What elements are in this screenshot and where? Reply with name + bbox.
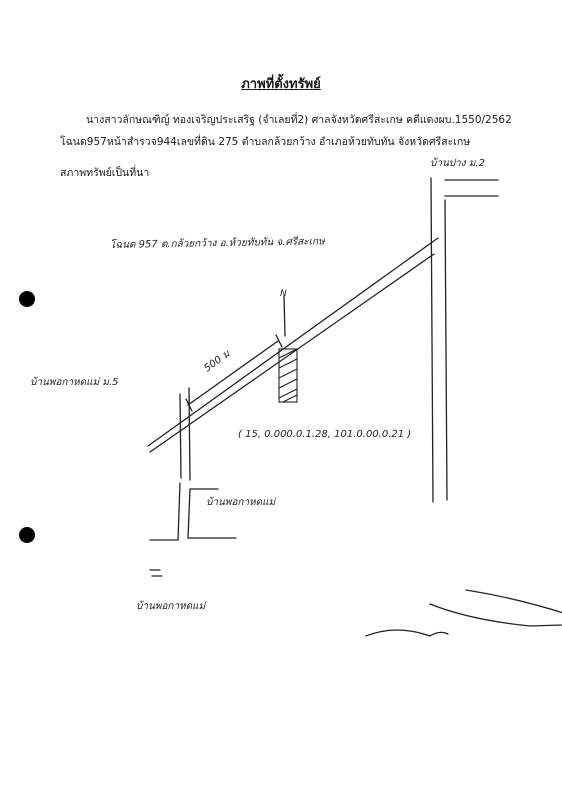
road-edge	[445, 200, 447, 500]
property-plot	[279, 349, 297, 402]
title-deed-line: โฉนด957หน้าสำรวจ944เลขที่ดิน 275 ตำบลกล้วยกว้าง อำเภอห้วยทับทัน จังหวัดศรีสะเกษ	[60, 136, 471, 148]
road-edge	[189, 388, 190, 480]
road-label-main: โฉนด 957 ต.กล้วยกว้าง อ.ห้วยทับทัน จ.ศรีสะเกษ	[109, 236, 325, 251]
road-edge	[431, 178, 433, 502]
north-arrow	[284, 296, 285, 336]
diagonal-road-edge	[148, 238, 438, 446]
road-edge	[180, 394, 181, 478]
village-label-left: บ้านพอกาหดแม่ ม.5	[30, 377, 119, 388]
signature-curve	[366, 630, 448, 636]
dimension-line	[188, 341, 278, 405]
coordinates-label: ( 15, 0.000.0.1.28, 101.0.00.0.21 )	[238, 429, 412, 440]
north-label: N	[280, 289, 287, 299]
owner-case-line: นางสาวลักษณฑิญ์ ทองเจริญประเสริฐ (จำเลยที่2) ศาลจังหวัดศรีสะเกษ คดีแดงผบ.1550/2562	[86, 114, 512, 126]
road-edge	[188, 489, 190, 538]
diagonal-road-edge	[150, 254, 434, 452]
road-label-top-right: บ้านปาง ม.2	[430, 158, 485, 169]
signature-curve	[430, 590, 562, 626]
village-label-bottom: บ้านพอกาหดแม่	[136, 601, 206, 612]
village-label-mid: บ้านพอกาหดแม่	[206, 497, 276, 508]
property-condition-line: สภาพทรัพย์เป็นที่นา	[60, 167, 150, 179]
page-title: ภาพที่ตั้งทรัพย์	[241, 77, 321, 92]
distance-label: 500 ม	[202, 348, 233, 375]
road-edge	[178, 483, 180, 540]
